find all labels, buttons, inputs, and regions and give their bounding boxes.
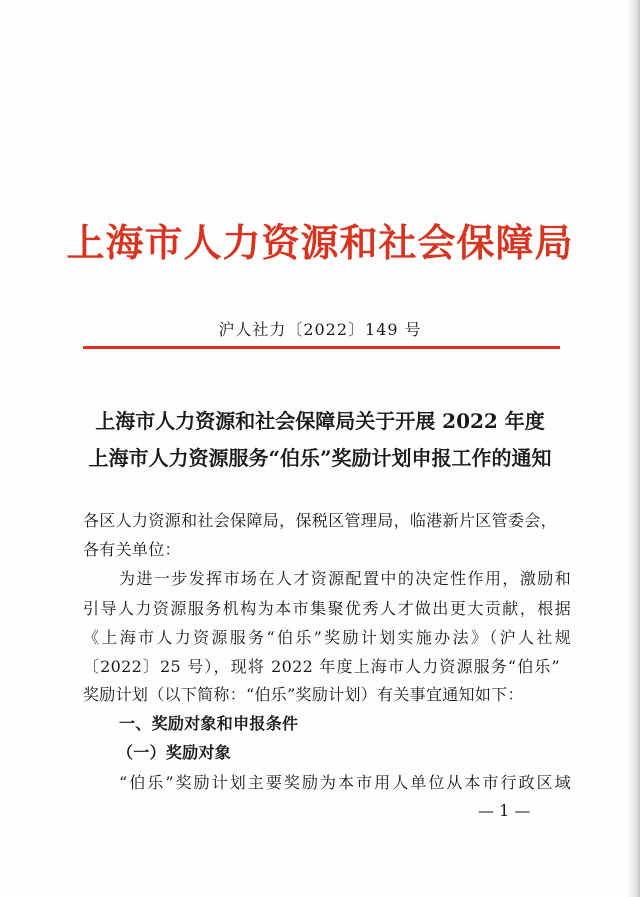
recipients-line-1: 各区人力资源和社会保障局，保税区管理局，临港新片区管委会， — [83, 511, 557, 530]
document-title-line-2: 上海市人力资源服务“伯乐”奖励计划申报工作的通知 — [88, 446, 552, 470]
intro-line-3: 《上海市人力资源服务“伯乐”奖励计划实施办法》（沪人社规 — [83, 628, 571, 647]
scan-shadow-edge — [626, 0, 640, 897]
document-number: 沪人社力〔2022〕149 号 — [218, 320, 422, 339]
header-red-rule — [83, 346, 560, 349]
agency-header: 上海市人力资源和社会保障局 — [66, 220, 574, 265]
subsection-1-heading: （一）奖励对象 — [117, 743, 232, 762]
recipients-line-2: 各有关单位： — [83, 540, 181, 559]
intro-line-2: 引导人力资源服务机构为本市集聚优秀人才做出更大贡献，根据 — [83, 599, 571, 618]
document-title-line-1: 上海市人力资源和社会保障局关于开展 2022 年度 — [95, 409, 545, 433]
intro-line-5: 奖励计划（以下简称：“伯乐”奖励计划）有关事宜通知如下： — [83, 685, 524, 704]
section-1-heading: 一、奖励对象和申报条件 — [119, 714, 299, 733]
page-number: — 1 — — [478, 801, 531, 820]
subsection-1-text: “伯乐”奖励计划主要奖励为本市用人单位从本市行政区域 — [119, 773, 571, 792]
intro-line-4: 〔2022〕25 号），现将 2022 年度上海市人力资源服务“伯乐” — [83, 657, 560, 676]
intro-line-1: 为进一步发挥市场在人才资源配置中的决定性作用，激励和 — [119, 569, 571, 588]
